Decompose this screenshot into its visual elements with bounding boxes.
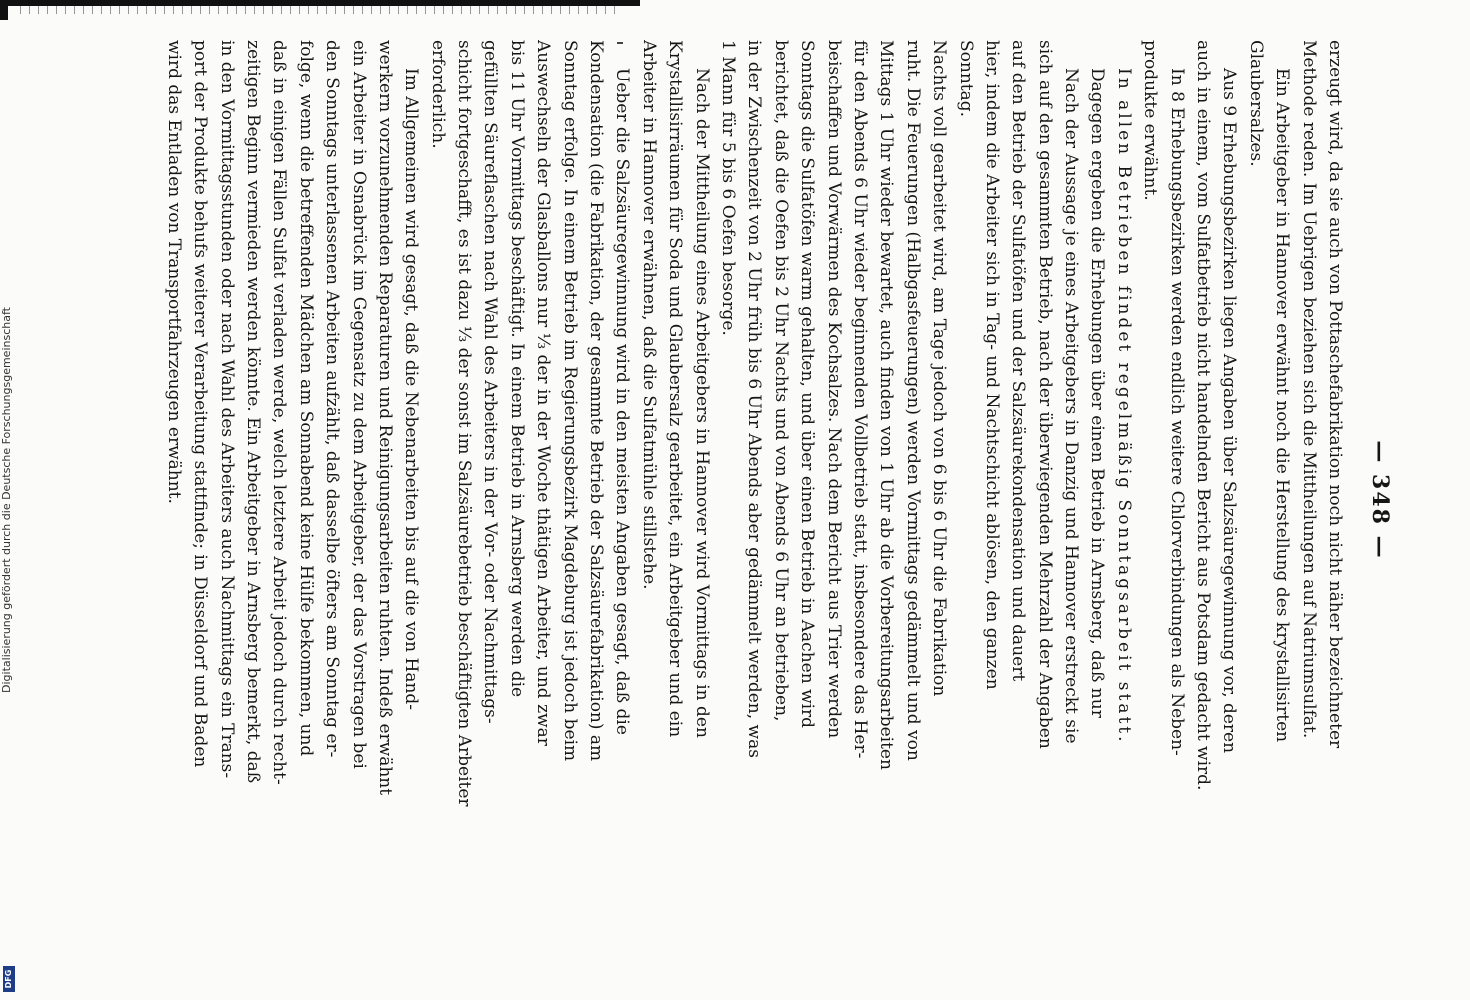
text-line: ein Arbeiter in Osnabrück im Gegensatz zu dem Arbeitgeber, der das Vorstragen bei [348, 40, 369, 769]
text-line: Nach der Aussage je eines Arbeitgebers in Danzig und Hannover erstreckt sie [1061, 68, 1082, 744]
digitization-footer [0, 0, 18, 1000]
text-line: Im Allgemeinen wird gesagt, daß die Nebenarbeiten bis auf die von Hand- [401, 68, 422, 711]
text-line: wird das Entladen von Transportfahrzeugen erwähnt. [163, 40, 184, 504]
text-line: Krystallisirräumen für Soda und Glaubersalz gearbeitet, ein Arbeitgeber und ein [665, 40, 686, 738]
text-line: Nachts voll gearbeitet wird, am Tage jedoch von 6 bis 6 Uhr die Fabrikation [929, 40, 950, 697]
text-line: auf den Betrieb der Sulfatöfen und der Salzsäurekondensation und dauert [1008, 40, 1029, 682]
text-line: In allen Betrieben findet regelmäßig Sonntagsarbeit statt. [1113, 68, 1134, 745]
text-line: port der Produkte behufs weiterer Verarbeitung stattfinde; in Düsseldorf und Baden [190, 40, 211, 768]
text-line: hier, indem die Arbeiter sich in Tag- und Nachtschicht ablösen, den ganzen [981, 40, 1002, 690]
text-line: in der Zwischenzeit von 2 Uhr früh bis 6 Uhr Abends aber gedämmelt werden, was [744, 40, 765, 758]
text-line: Ueber die Salzsäuregewinnung wird in den meisten Angaben gesagt, daß die [612, 68, 633, 735]
text-line: Auswechseln der Glasballons nur ⅓ der in der Woche thätigen Arbeiter, und zwar [533, 40, 554, 746]
text-line: Glaubersalzes. [1245, 40, 1266, 167]
text-line: schicht fortgeschafft, es ist dazu ⅓ der sonst im Salzsäurebetrieb beschäftigten Arbeiter [454, 40, 475, 807]
text-line: Ein Arbeitgeber in Hannover erwähnt noch die Herstellung des krystallisirten [1272, 68, 1293, 743]
text-line: erforderlich. [427, 40, 448, 149]
body-text [160, 40, 1348, 960]
text-line: erzeugt wird, da sie auch von Pottaschefabrikation noch nicht näher bezeichneter [1325, 40, 1345, 749]
text-line: Kondensation (die Fabrikation, der gesammte Betrieb der Salzsäurefabrikation) am [586, 40, 607, 762]
text-line: in den Vormittagsstunden oder nach Wahl des Arbeiters auch Nachmittags ein Trans- [216, 40, 237, 779]
text-line: Aus 9 Erhebungsbezirken liegen Angaben über Salzsäuregewinnung vor, deren [1219, 68, 1240, 754]
text-line: den Sonntags unterlassenen Arbeiten aufzählt, daß dasselbe öfters am Sonntag er- [322, 40, 343, 758]
text-line: daß in einigen Fällen Sulfat verladen werde, welch letztere Arbeit jedoch durch recht- [269, 40, 290, 785]
dfg-logo [3, 966, 15, 992]
text-line: Mittags 1 Uhr wieder bewartet, auch finden von 1 Uhr ab die Vorbereitungsarbeiten [876, 40, 897, 770]
text-line: werkern vorzunehmenden Reparaturen und Reinigungsarbeiten ruhten. Indeß erwähnt [374, 40, 395, 796]
text-line: In 8 Erhebungsbezirken werden endlich weitere Chlorverbindungen als Neben- [1166, 68, 1187, 756]
dfg-logo-text: DFG [4, 969, 13, 989]
page-number: — 348 — [1367, 440, 1393, 560]
text-line: beischaffen und Vorwärmen des Kochsalzes. Nach dem Bericht aus Trier werden [823, 40, 844, 739]
text-line: 1 Mann für 5 bis 6 Oefen besorge. [718, 40, 739, 336]
text-line: sich auf den gesammten Betrieb, nach der überwiegenden Mehrzahl der Angaben [1034, 40, 1055, 749]
text-line: Sonntag. [955, 40, 976, 118]
rotated-text-page [160, 20, 1400, 980]
text-line: Methode reden. Im Uebrigen beziehen sich die Mittheilungen auf Natriumsulfat. [1298, 40, 1319, 739]
scan-top-edge [0, 0, 640, 16]
text-line: Dagegen ergeben die Erhebungen über einen Betrieb in Arnsberg, daß nur [1087, 68, 1108, 718]
text-line: für den Abends 6 Uhr wieder beginnenden Vollbetrieb statt, insbesondere das Her- [849, 40, 870, 759]
text-line: ruht. Die Feuerungen (Halbgasfeuerungen) werden Vormittags gedämmelt und von [902, 40, 923, 761]
text-line: Arbeiter in Hannover erwähnen, daß die Sulfatmühle stillstehe. [638, 40, 659, 590]
text-line: gefüllten Säureflaschen nach Wahl des Arbeiters in der Vor- oder Nachmittags- [480, 40, 501, 724]
text-line: bis 11 Uhr Vormittags beschäftigt. In einem Betrieb in Arnsberg werden die [506, 40, 527, 698]
text-line: Nach der Mittheilung eines Arbeitgebers in Hannover wird Vormittags in den [691, 68, 712, 738]
text-line: zeitigen Beginn vermieden werden könnte. Ein Arbeitgeber in Arnsberg bemerkt, daß [242, 40, 263, 784]
text-line: Sonntag erfolge. In einem Betrieb im Regierungsbezirk Magdeburg ist jedoch beim [559, 40, 580, 762]
text-line: produkte erwähnt. [1140, 40, 1161, 201]
text-line: auch in einem, vom Sulfatbetrieb nicht handelnden Bericht aus Potsdam gedacht wird. [1193, 40, 1214, 791]
text-line: Sonntags die Sulfatöfen warm gehalten, und über einen Betrieb in Aachen wird [797, 40, 818, 729]
digitization-note: Digitalisierung gefördert durch die Deutsche Forschungsgemeinschaft [0, 307, 13, 693]
text-line: berichtet, daß die Oefen bis 2 Uhr Nachts und von Abends 6 Uhr an betrieben, [770, 40, 791, 722]
text-line: folge, wenn die betreffenden Mädchen am Sonnabend keine Hülfe bekommen, und [295, 40, 316, 757]
